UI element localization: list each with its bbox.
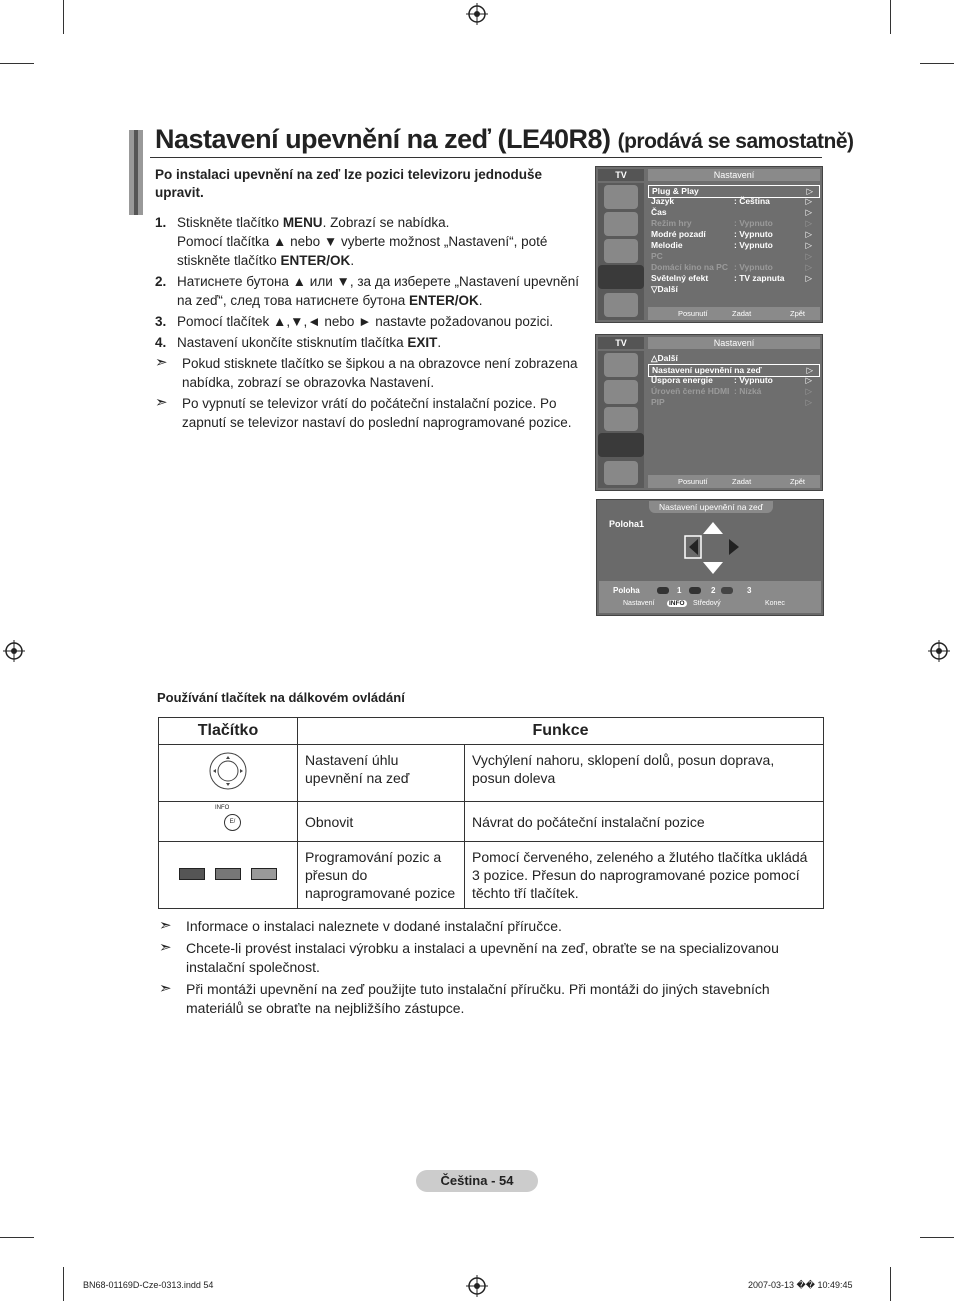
osd-item-arrow-icon: ▷ xyxy=(805,375,812,385)
note-arrow-icon: ➣ xyxy=(159,939,172,956)
step-item xyxy=(155,312,585,331)
osd-item-arrow-icon: ▷ xyxy=(805,262,812,272)
osd-menu-item[interactable] xyxy=(648,251,818,262)
position-slot-2[interactable] xyxy=(689,587,701,594)
registration-mark-icon xyxy=(3,640,25,662)
function-name: Programování pozic a přesun do naprogramované pozice xyxy=(298,842,465,909)
note-text: Chcete-li provést instalaci výrobku a instalaci a upevnění na zeď, obraťte se na specializovanou instalační společnost. xyxy=(186,940,779,975)
table-row xyxy=(159,745,824,802)
page-subtitle: (prodává se samostatně) xyxy=(617,130,854,153)
osd-item-arrow-icon: ▷ xyxy=(805,397,812,407)
osd-tab-tv: TV xyxy=(598,337,644,349)
yellow-button-icon xyxy=(251,868,277,880)
button-cell xyxy=(159,802,298,842)
osd-header: Nastavení xyxy=(648,169,820,181)
osd-item-arrow-icon: ▷ xyxy=(806,186,813,196)
crop-mark xyxy=(920,1237,954,1238)
table-header-row xyxy=(159,718,824,745)
info-label: INFO xyxy=(215,804,230,811)
remote-buttons-table xyxy=(158,717,824,909)
note-item xyxy=(159,939,829,977)
position-number-2: 2 xyxy=(711,586,716,595)
table-caption: Používání tlačítek na dálkovém ovládání xyxy=(157,690,405,705)
text: . xyxy=(437,335,442,350)
text: . xyxy=(350,253,355,268)
table-row xyxy=(159,802,824,842)
osd-item-value: : Čeština xyxy=(734,196,770,206)
osd-menu-item[interactable] xyxy=(648,229,818,240)
crop-mark xyxy=(0,1237,34,1238)
step-number: 3. xyxy=(155,314,167,329)
bottom-notes xyxy=(159,917,829,1021)
setup-gear-icon xyxy=(598,265,644,289)
bold-text: EXIT xyxy=(407,335,438,350)
osd-menu-item[interactable] xyxy=(648,386,818,397)
text: Stiskněte tlačítko xyxy=(177,215,283,230)
crop-mark xyxy=(63,1267,64,1301)
table-row xyxy=(159,842,824,909)
header-function: Funkce xyxy=(298,718,824,745)
note-item xyxy=(155,354,585,392)
note-item xyxy=(159,917,829,936)
osd-item-value: : TV zapnuta xyxy=(734,273,785,283)
footer-file: BN68-01169D-Cze-0313.indd 54 xyxy=(83,1280,214,1290)
notes-list xyxy=(155,354,585,432)
osd-item-label: Světelný efekt xyxy=(651,273,709,283)
osd-item-label: PIP xyxy=(651,397,665,407)
note-text: Při montáži upevnění na zeď použijte tuto instalační příručku. Při montáži do jiných stavebních materiálů se obraťte na nejbližšího zástupce. xyxy=(186,981,770,1016)
text: Nastavení ukončíte stisknutím tlačítka xyxy=(177,335,408,350)
red-button-icon xyxy=(179,868,205,880)
osd-menu-setup xyxy=(595,166,823,323)
osd-foot-back: Zpět xyxy=(790,309,806,318)
osd-sidebar xyxy=(598,351,644,488)
function-desc: Pomocí červeného, zeleného a žlutého tlačítka ukládá 3 pozice. Přesun do naprogramované pozice pomocí těchto tří tlačítek. xyxy=(465,842,824,909)
osd-item-arrow-icon: ▷ xyxy=(805,273,812,283)
step-item xyxy=(155,272,585,310)
osd-item-label: PC xyxy=(651,251,663,261)
position-number-3: 3 xyxy=(747,586,752,595)
osd-item-arrow-icon: ▷ xyxy=(805,251,812,261)
footer-date: 2007-03-13 �� 10:49:45 xyxy=(748,1280,853,1290)
osd-wall-mount-adjust xyxy=(596,499,824,616)
osd-foot-move: Posunutí xyxy=(678,309,708,318)
osd-menu-item[interactable] xyxy=(648,240,818,251)
step-item xyxy=(155,213,585,270)
note-arrow-icon: ➣ xyxy=(155,354,168,371)
info-button-icon: INFO E/ xyxy=(215,805,241,835)
input-icon xyxy=(604,461,638,485)
step-item xyxy=(155,333,585,352)
position-title: Poloha xyxy=(613,586,640,595)
osd-item-label: △Další xyxy=(651,353,678,363)
note-arrow-icon: ➣ xyxy=(155,394,168,411)
direction-pad-icon xyxy=(208,751,248,791)
osd-foot-adjust: Nastavení xyxy=(623,600,655,607)
intro-text: Po instalaci upevnění na zeď lze pozici televizoru jednoduše upravit. xyxy=(155,167,543,200)
text: Pomocí tlačítka ▲ nebo ▼ vyberte možnost „Nastavení“, poté stiskněte tlačítko xyxy=(177,234,548,268)
osd-item-label: Modré pozadí xyxy=(651,229,706,239)
registration-mark-icon xyxy=(466,1275,488,1297)
osd-header: Nastavení upevnění na zeď xyxy=(649,501,773,513)
osd-item-label: Plug & Play xyxy=(652,186,699,196)
green-button-icon xyxy=(215,868,241,880)
osd-menu-setup-page2 xyxy=(595,334,823,491)
button-cell xyxy=(159,842,298,909)
picture-icon xyxy=(604,353,638,377)
crop-mark xyxy=(0,63,34,64)
osd-item-value: : Vypnuto xyxy=(734,229,773,239)
osd-item-label: Úspora energie xyxy=(651,375,713,385)
note-item xyxy=(159,980,829,1018)
osd-item-arrow-icon: ▷ xyxy=(805,229,812,239)
osd-menu-item[interactable] xyxy=(648,262,818,273)
steps-list xyxy=(155,213,585,352)
osd-item-label: Úroveň černé HDMI xyxy=(651,386,730,396)
osd-menu-item[interactable] xyxy=(648,273,818,284)
osd-foot-center: Středový xyxy=(693,600,721,607)
text: Pomocí tlačítek ▲,▼,◄ nebo ► nastavte požadovanou pozici. xyxy=(177,314,554,329)
position-bar xyxy=(599,581,821,613)
osd-item-label: Režim hry xyxy=(651,218,692,228)
direction-arrows-icon xyxy=(683,520,743,576)
crop-mark xyxy=(920,63,954,64)
osd-menu-item[interactable] xyxy=(648,284,818,295)
text: . Zobrazí se nabídka. xyxy=(322,215,450,230)
picture-icon xyxy=(604,185,638,209)
position-slot-1[interactable] xyxy=(657,587,669,594)
osd-item-label: Nastavení upevnění na zeď xyxy=(652,365,762,375)
osd-item-value: : Vypnuto xyxy=(734,218,773,228)
text: . xyxy=(478,293,483,308)
osd-menu-item[interactable] xyxy=(648,397,818,408)
note-arrow-icon: ➣ xyxy=(159,917,172,934)
osd-foot-enter: Zadat xyxy=(732,309,752,318)
bold-text: ENTER/OK xyxy=(280,253,351,268)
page-title: Nastavení upevnění na zeď (LE40R8) (prodává se samostatně) xyxy=(155,124,854,154)
osd-tab-tv: TV xyxy=(598,169,644,181)
note-text: Po vypnutí se televizor vrátí do počáteční instalační pozice. Po zapnutí se televizor nastaví do poslední naprogramované pozice. xyxy=(182,396,572,430)
osd-item-label: Čas xyxy=(651,207,667,217)
osd-item-arrow-icon: ▷ xyxy=(805,207,812,217)
page-number-badge: Čeština - 54 xyxy=(416,1170,538,1192)
osd-header: Nastavení xyxy=(648,337,820,349)
osd-menu-item[interactable] xyxy=(648,218,818,229)
header-button: Tlačítko xyxy=(159,718,298,745)
position-slot-3[interactable] xyxy=(721,587,733,594)
osd-footer xyxy=(648,307,820,320)
osd-item-value: : Vypnuto xyxy=(734,375,773,385)
function-desc: Vychýlení nahoru, sklopení dolů, posun doprava, posun doleva xyxy=(465,745,824,802)
instructions xyxy=(155,213,585,434)
title-accent-bar xyxy=(134,130,138,215)
bold-text: MENU xyxy=(282,215,323,230)
bold-text: ENTER/OK xyxy=(409,293,479,308)
channel-icon xyxy=(604,239,638,263)
step-number: 2. xyxy=(155,274,167,289)
note-item xyxy=(155,394,585,432)
osd-item-arrow-icon: ▷ xyxy=(806,365,813,375)
osd-foot-move: Posunutí xyxy=(678,477,708,486)
osd-footer xyxy=(648,475,820,488)
osd-menu-item[interactable] xyxy=(648,353,818,364)
crop-mark xyxy=(63,0,64,34)
osd-menu-item[interactable] xyxy=(648,207,818,218)
function-name: Obnovit xyxy=(298,802,465,842)
crop-mark xyxy=(890,0,891,34)
note-arrow-icon: ➣ xyxy=(159,980,172,997)
info-badge: INFO xyxy=(669,600,685,607)
osd-item-arrow-icon: ▷ xyxy=(805,240,812,250)
step-number: 4. xyxy=(155,335,167,350)
osd-item-label: Domácí kino na PC xyxy=(651,262,728,272)
position-number-1: 1 xyxy=(677,586,682,595)
osd-foot-enter: Zadat xyxy=(732,477,752,486)
function-name: Nastavení úhlu upevnění na zeď xyxy=(298,745,465,802)
osd-item-label: Melodie xyxy=(651,240,683,250)
registration-mark-icon xyxy=(466,3,488,25)
osd-foot-exit: Konec xyxy=(765,600,785,607)
osd-menu-item[interactable] xyxy=(648,196,818,207)
osd-sidebar xyxy=(598,183,644,320)
osd-item-arrow-icon: ▷ xyxy=(805,386,812,396)
text: Натиснете бутона ▲ или ▼, за да изберете „Nastavení upevnění na zeď“, след това натиснете бутона xyxy=(177,274,580,308)
channel-icon xyxy=(604,407,638,431)
step-number: 1. xyxy=(155,215,167,230)
osd-item-value: : Nízká xyxy=(734,386,762,396)
position-label: Poloha1 xyxy=(609,519,645,529)
osd-item-value: : Vypnuto xyxy=(734,240,773,250)
title-divider xyxy=(150,157,822,158)
setup-gear-icon xyxy=(598,433,644,457)
osd-item-arrow-icon: ▷ xyxy=(805,196,812,206)
button-cell xyxy=(159,745,298,802)
input-icon xyxy=(604,293,638,317)
osd-item-value: : Vypnuto xyxy=(734,262,773,272)
note-text: Informace o instalaci naleznete v dodané instalační příručce. xyxy=(186,918,562,934)
osd-item-label: ▽Další xyxy=(651,284,678,294)
sound-icon xyxy=(604,212,638,236)
osd-foot-back: Zpět xyxy=(790,477,806,486)
registration-mark-icon xyxy=(928,640,950,662)
sound-icon xyxy=(604,380,638,404)
osd-item-arrow-icon: ▷ xyxy=(805,218,812,228)
osd-menu-item[interactable] xyxy=(648,375,818,386)
note-text: Pokud stisknete tlačítko se šipkou a na obrazovce není zobrazena nabídka, zobrazí se obrazovka Nastavení. xyxy=(182,356,578,390)
osd-item-label: Jazyk xyxy=(651,196,675,206)
function-desc: Návrat do počáteční instalační pozice xyxy=(465,802,824,842)
crop-mark xyxy=(890,1267,891,1301)
